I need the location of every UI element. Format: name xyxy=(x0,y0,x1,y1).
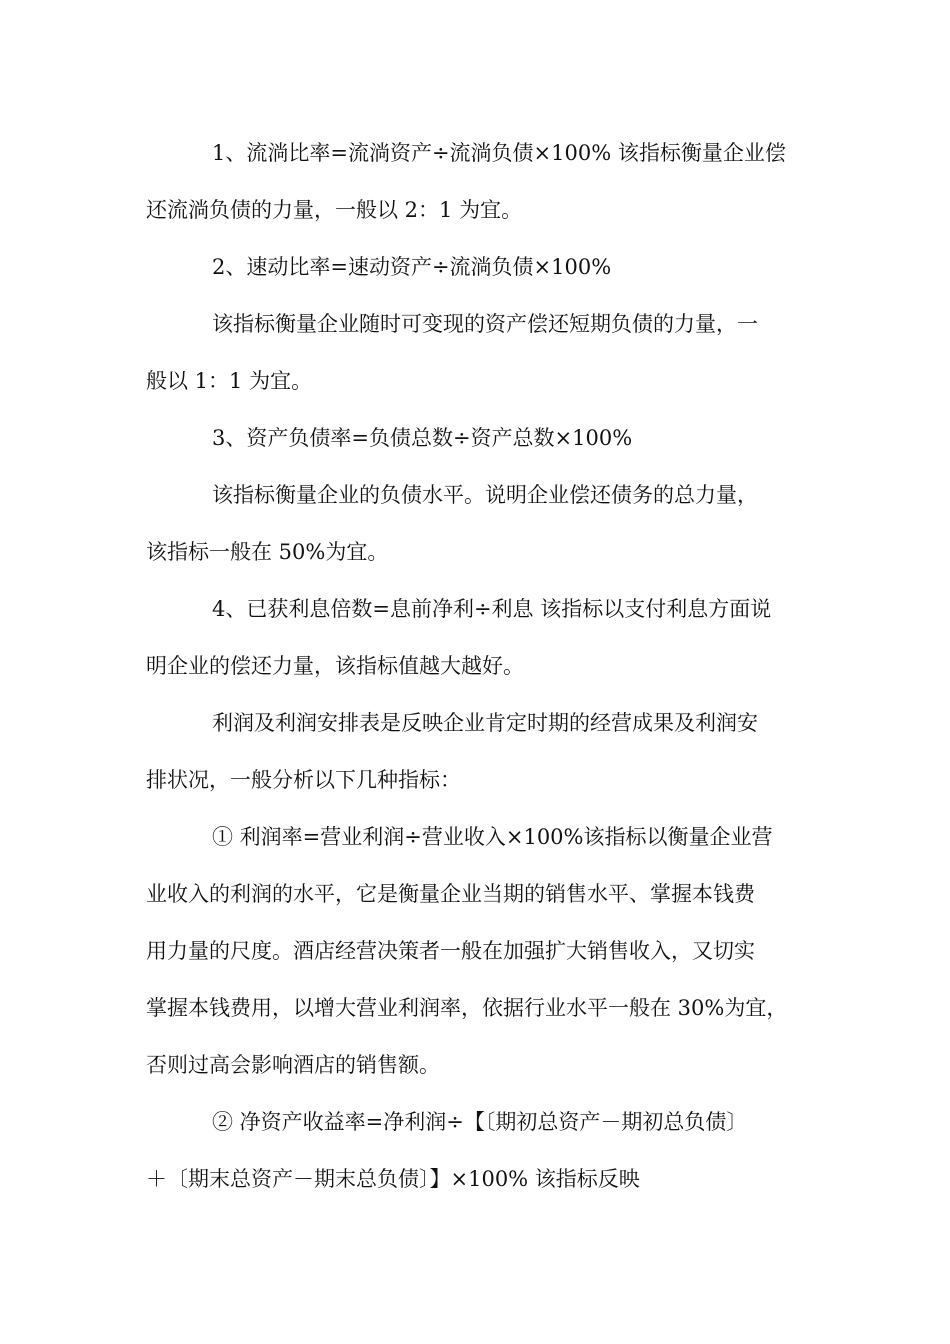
text-line: ② 净资产收益率=净利润÷【〔期初总资产－期初总负债〕 xyxy=(212,1110,748,1134)
text-line: 1、流淌比率=流淌资产÷流淌负债×100% 该指标衡量企业偿 xyxy=(212,141,786,165)
text-line: 利润及利润安排表是反映企业肯定时期的经营成果及利润安 xyxy=(212,711,758,735)
text-line: ① 利润率=营业利润÷营业收入×100%该指标以衡量企业营 xyxy=(212,825,773,849)
text-line: ＋〔期末总资产－期末总负债〕】×100% 该指标反映 xyxy=(146,1167,640,1191)
text-line: 还流淌负债的力量，一般以 2：1 为宜。 xyxy=(146,198,523,222)
text-line: 明企业的偿还力量，该指标值越大越好。 xyxy=(146,654,524,678)
text-line: 该指标衡量企业随时可变现的资产偿还短期负债的力量，一 xyxy=(212,312,758,336)
text-line: 业收入的利润的水平，它是衡量企业当期的销售水平、掌握本钱费 xyxy=(146,882,755,906)
text-line: 般以 1：1 为宜。 xyxy=(146,369,313,393)
text-line: 该指标一般在 50%为宜。 xyxy=(146,540,389,564)
text-line: 3、资产负债率=负债总数÷资产总数×100% xyxy=(212,426,633,450)
text-line: 该指标衡量企业的负债水平。说明企业偿还债务的总力量， xyxy=(212,483,758,507)
text-line: 用力量的尺度。酒店经营决策者一般在加强扩大销售收入，又切实 xyxy=(146,939,755,963)
text-line: 掌握本钱费用，以增大营业利润率，依据行业水平一般在 30%为宜， xyxy=(146,996,788,1020)
text-line: 2、速动比率=速动资产÷流淌负债×100% xyxy=(212,255,612,279)
text-line: 4、已获利息倍数=息前净利÷利息 该指标以支付利息方面说 xyxy=(212,597,772,621)
text-line: 排状况，一般分析以下几种指标： xyxy=(146,768,461,792)
text-line: 否则过高会影响酒店的销售额。 xyxy=(146,1053,440,1077)
